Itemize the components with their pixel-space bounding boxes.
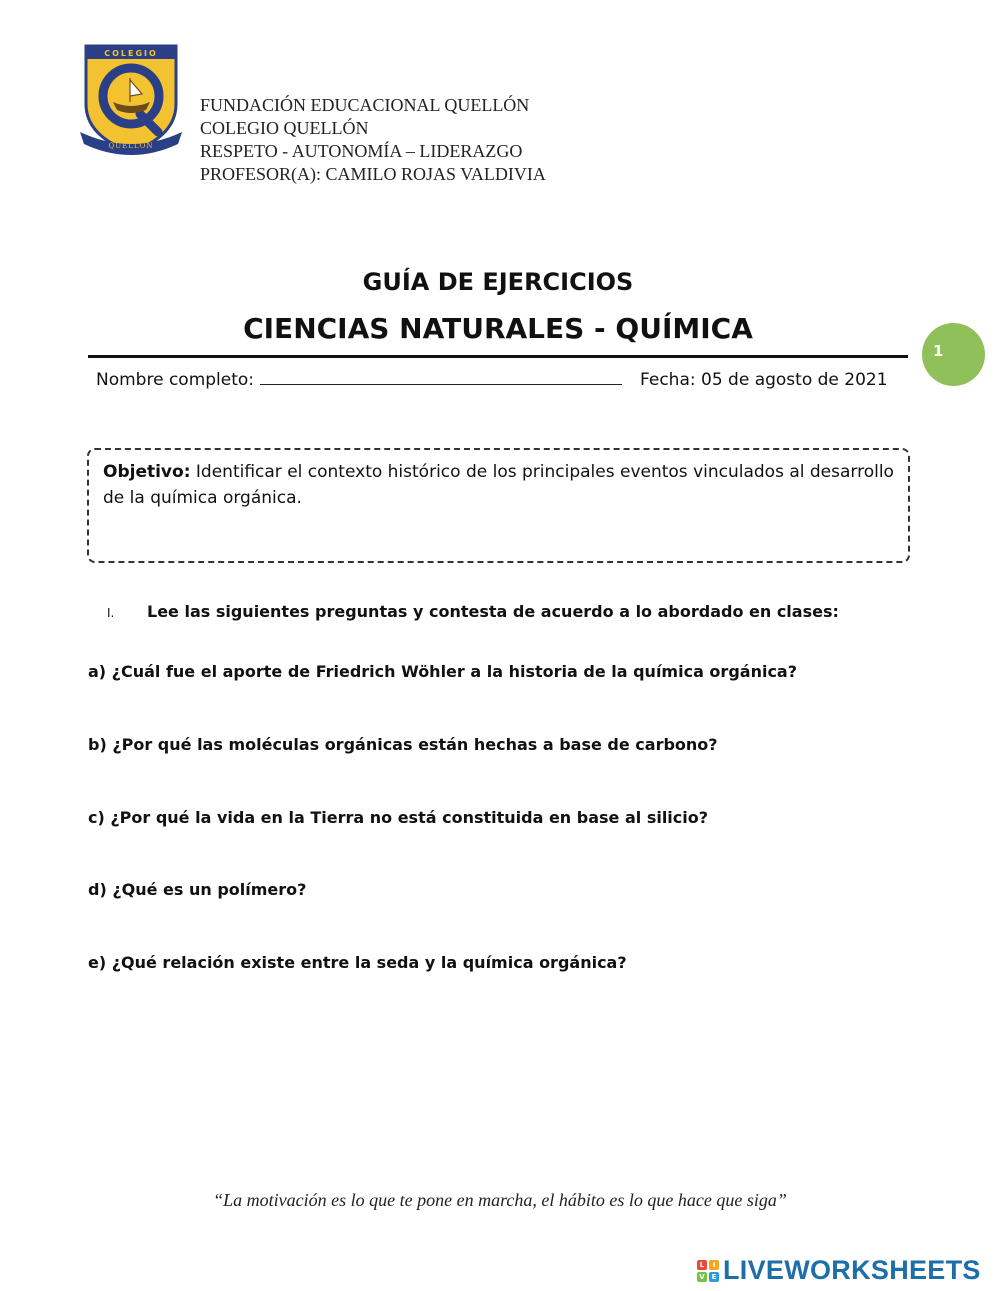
question-c: c) ¿Por qué la vida en la Tierra no está constituida en base al silicio?: [88, 808, 709, 827]
question-e: e) ¿Qué relación existe entre la seda y la química orgánica?: [88, 953, 627, 972]
question-a: a) ¿Cuál fue el aporte de Friedrich Wöhler a la historia de la química orgánica?: [88, 662, 797, 681]
header-line-values: RESPETO - AUTONOMÍA – LIDERAZGO: [200, 141, 523, 161]
page-number: 1: [933, 342, 944, 360]
objective-label: Objetivo:: [103, 462, 191, 482]
school-header: [200, 94, 546, 186]
document-subtitle: CIENCIAS NATURALES - QUÍMICA: [243, 312, 753, 345]
name-label: Nombre completo:: [96, 370, 255, 390]
objective-text: Identificar el contexto histórico de los principales eventos vinculados al desarrollo de la química orgánica.: [103, 462, 894, 508]
mark-letter-e: E: [709, 1272, 719, 1282]
section-numeral: I.: [107, 606, 115, 620]
liveworksheets-mark: [697, 1260, 719, 1282]
date-text: Fecha: 05 de agosto de 2021: [640, 370, 888, 390]
objective-box: [87, 448, 910, 563]
instruction-text: Lee las siguientes preguntas y contesta de acuerdo a lo abordado en clases:: [147, 602, 839, 621]
name-blank-line[interactable]: [260, 370, 622, 385]
mark-letter-v: V: [697, 1272, 707, 1282]
question-b: b) ¿Por qué las moléculas orgánicas están hechas a base de carbono?: [88, 735, 718, 754]
logo-text-top: COLEGIO: [104, 49, 158, 58]
header-line-teacher: PROFESOR(A): CAMILO ROJAS VALDIVIA: [200, 164, 546, 184]
logo-text-bottom: QUELLÓN: [108, 142, 154, 150]
student-info-row: [96, 370, 896, 390]
mark-letter-i: I: [709, 1260, 719, 1270]
mark-letter-l: L: [697, 1260, 707, 1270]
document-title: GUÍA DE EJERCICIOS: [362, 268, 634, 296]
header-line-foundation: FUNDACIÓN EDUCACIONAL QUELLÓN: [200, 95, 530, 115]
section-instruction: [107, 602, 839, 621]
motivational-quote: “La motivación es lo que te pone en marcha, el hábito es lo que hace que siga”: [213, 1190, 787, 1210]
title-divider: [88, 355, 908, 358]
liveworksheets-logo: [697, 1255, 981, 1286]
question-d: d) ¿Qué es un polímero?: [88, 880, 307, 899]
page-number-badge: [922, 323, 985, 386]
school-logo: [80, 44, 182, 156]
liveworksheets-wordmark: LIVEWORKSHEETS: [723, 1255, 981, 1285]
header-line-school: COLEGIO QUELLÓN: [200, 118, 369, 138]
